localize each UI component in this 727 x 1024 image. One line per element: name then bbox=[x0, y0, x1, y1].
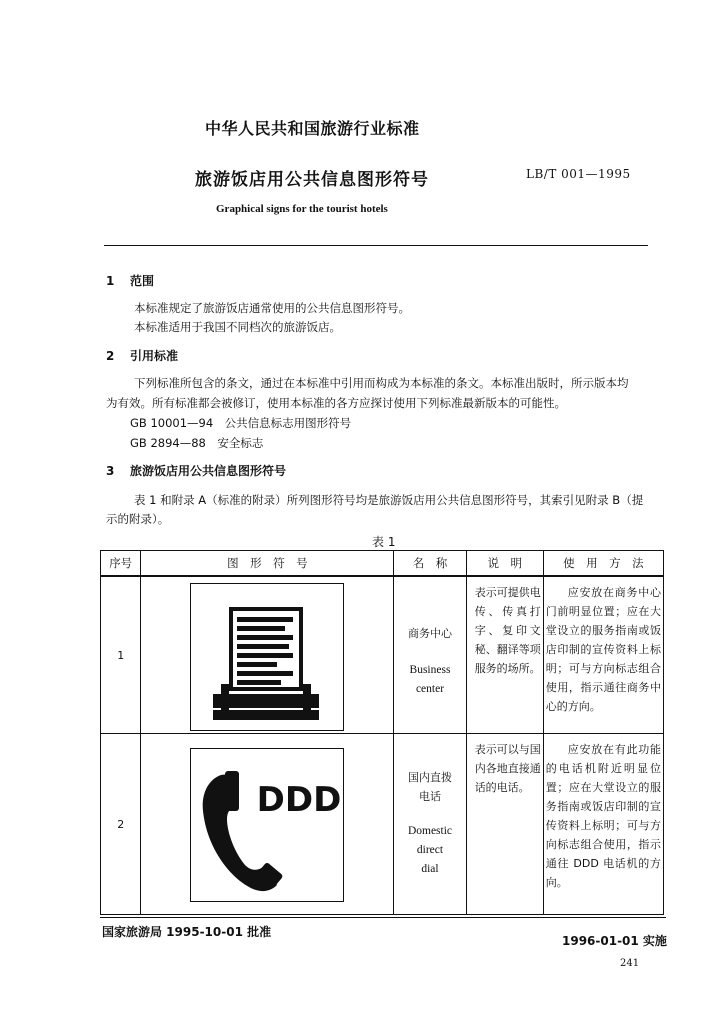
section-1-heading bbox=[106, 272, 154, 289]
section-3-paragraph-2: 示的附录）。 bbox=[106, 512, 170, 526]
sign-name-english-line-1: Business bbox=[409, 664, 451, 676]
row-number-cell bbox=[101, 576, 141, 734]
section-number: 1 bbox=[106, 274, 115, 288]
implementation-date: 1996-01-01 实施 bbox=[562, 934, 667, 948]
sign-name-english-line-2: center bbox=[415, 683, 445, 695]
sign-name-chinese: 商务中心 bbox=[407, 627, 452, 640]
table-caption: 表 1 bbox=[372, 535, 396, 549]
approval-date: 国家旅游局 1995-10-01 批准 bbox=[102, 925, 272, 939]
table-row bbox=[101, 734, 664, 915]
symbol-cell bbox=[141, 734, 394, 915]
sign-description: 表示可提供电传、传真打字、复印文秘、翻译等项服务的场所。 bbox=[474, 586, 541, 675]
section-3-heading bbox=[106, 462, 286, 479]
sign-usage: 应安放在商务中心门前明显位置；应在大堂设立的服务指南或饭店印制的宣传资料上标明；可与方向标志组合使用，指示通往商务中心的方向。 bbox=[545, 586, 661, 713]
section-1-paragraph-1: 本标准规定了旅游饭店通常使用的公共信息图形符号。 bbox=[134, 301, 410, 315]
section-number: 3 bbox=[106, 464, 115, 478]
section-2-heading bbox=[106, 347, 178, 364]
header-symbol: 图 形 符 号 bbox=[141, 551, 394, 577]
business-center-icon bbox=[190, 583, 344, 731]
row-number: 2 bbox=[117, 818, 125, 831]
signs-table bbox=[100, 550, 664, 915]
description-cell bbox=[466, 734, 543, 915]
table-row bbox=[101, 576, 664, 734]
header-usage: 使 用 方 法 bbox=[543, 551, 663, 577]
header-description: 说 明 bbox=[466, 551, 543, 577]
standard-category: 中华人民共和国旅游行业标准 bbox=[205, 119, 420, 138]
header-name: 名 称 bbox=[394, 551, 466, 577]
reference-gb2894: GB 2894—88 安全标志 bbox=[130, 436, 264, 450]
standard-title-english: Graphical signs for the tourist hotels bbox=[216, 203, 388, 215]
sign-description: 表示可以与国内各地直接通话的电话。 bbox=[474, 743, 541, 794]
section-3-paragraph-1: 表 1 和附录 A（标准的附录）所列图形符号均是旅游饭店用公共信息图形符号，其索引见附录 B（提 bbox=[134, 493, 644, 507]
sign-name-chinese-line-1: 国内直拨 bbox=[407, 771, 452, 784]
section-2-paragraph-1: 下列标准所包含的条文，通过在本标准中引用而构成为本标准的条文。本标准出版时，所示版本均 bbox=[134, 376, 629, 390]
section-2-paragraph-2: 为有效。所有标准都会被修订，使用本标准的各方应探讨使用下列标准最新版本的可能性。 bbox=[106, 396, 566, 410]
sign-name-english-line-1: Domestic bbox=[407, 825, 453, 837]
sign-usage: 应安放在有此功能的电话机附近明显位置；应在大堂设立的服务指南或饭店印制的宣传资料上标明；可与方向标志组合使用，指示通往 DDD 电话机的方向。 bbox=[545, 743, 661, 889]
section-title: 旅游饭店用公共信息图形符号 bbox=[130, 464, 287, 478]
section-number: 2 bbox=[106, 349, 115, 363]
reference-gb10001: GB 10001—94 公共信息标志用图形符号 bbox=[130, 416, 352, 430]
header-number: 序号 bbox=[101, 551, 141, 577]
description-cell bbox=[466, 576, 543, 734]
standard-code: LB/T 001—1995 bbox=[526, 167, 631, 181]
row-number-cell bbox=[101, 734, 141, 915]
symbol-cell bbox=[141, 576, 394, 734]
header-divider bbox=[104, 245, 648, 246]
standard-title: 旅游饭店用公共信息图形符号 bbox=[195, 170, 429, 190]
name-cell bbox=[394, 734, 466, 915]
page-number: 241 bbox=[620, 958, 640, 969]
footer-divider bbox=[100, 917, 666, 918]
sign-name-english-line-2: direct bbox=[416, 844, 444, 856]
sign-name-chinese-line-2: 电话 bbox=[418, 790, 441, 803]
ddd-label: DDD bbox=[256, 780, 342, 820]
section-title: 范围 bbox=[130, 274, 155, 288]
row-number: 1 bbox=[117, 649, 125, 662]
name-cell bbox=[394, 576, 466, 734]
telephone-ddd-icon bbox=[190, 748, 344, 902]
usage-cell bbox=[543, 734, 663, 915]
usage-cell bbox=[543, 576, 663, 734]
section-1-paragraph-2: 本标准适用于我国不同档次的旅游饭店。 bbox=[134, 320, 341, 334]
sign-name-english-line-3: dial bbox=[421, 863, 439, 875]
table-header-row bbox=[101, 551, 664, 577]
section-title: 引用标准 bbox=[130, 349, 179, 363]
